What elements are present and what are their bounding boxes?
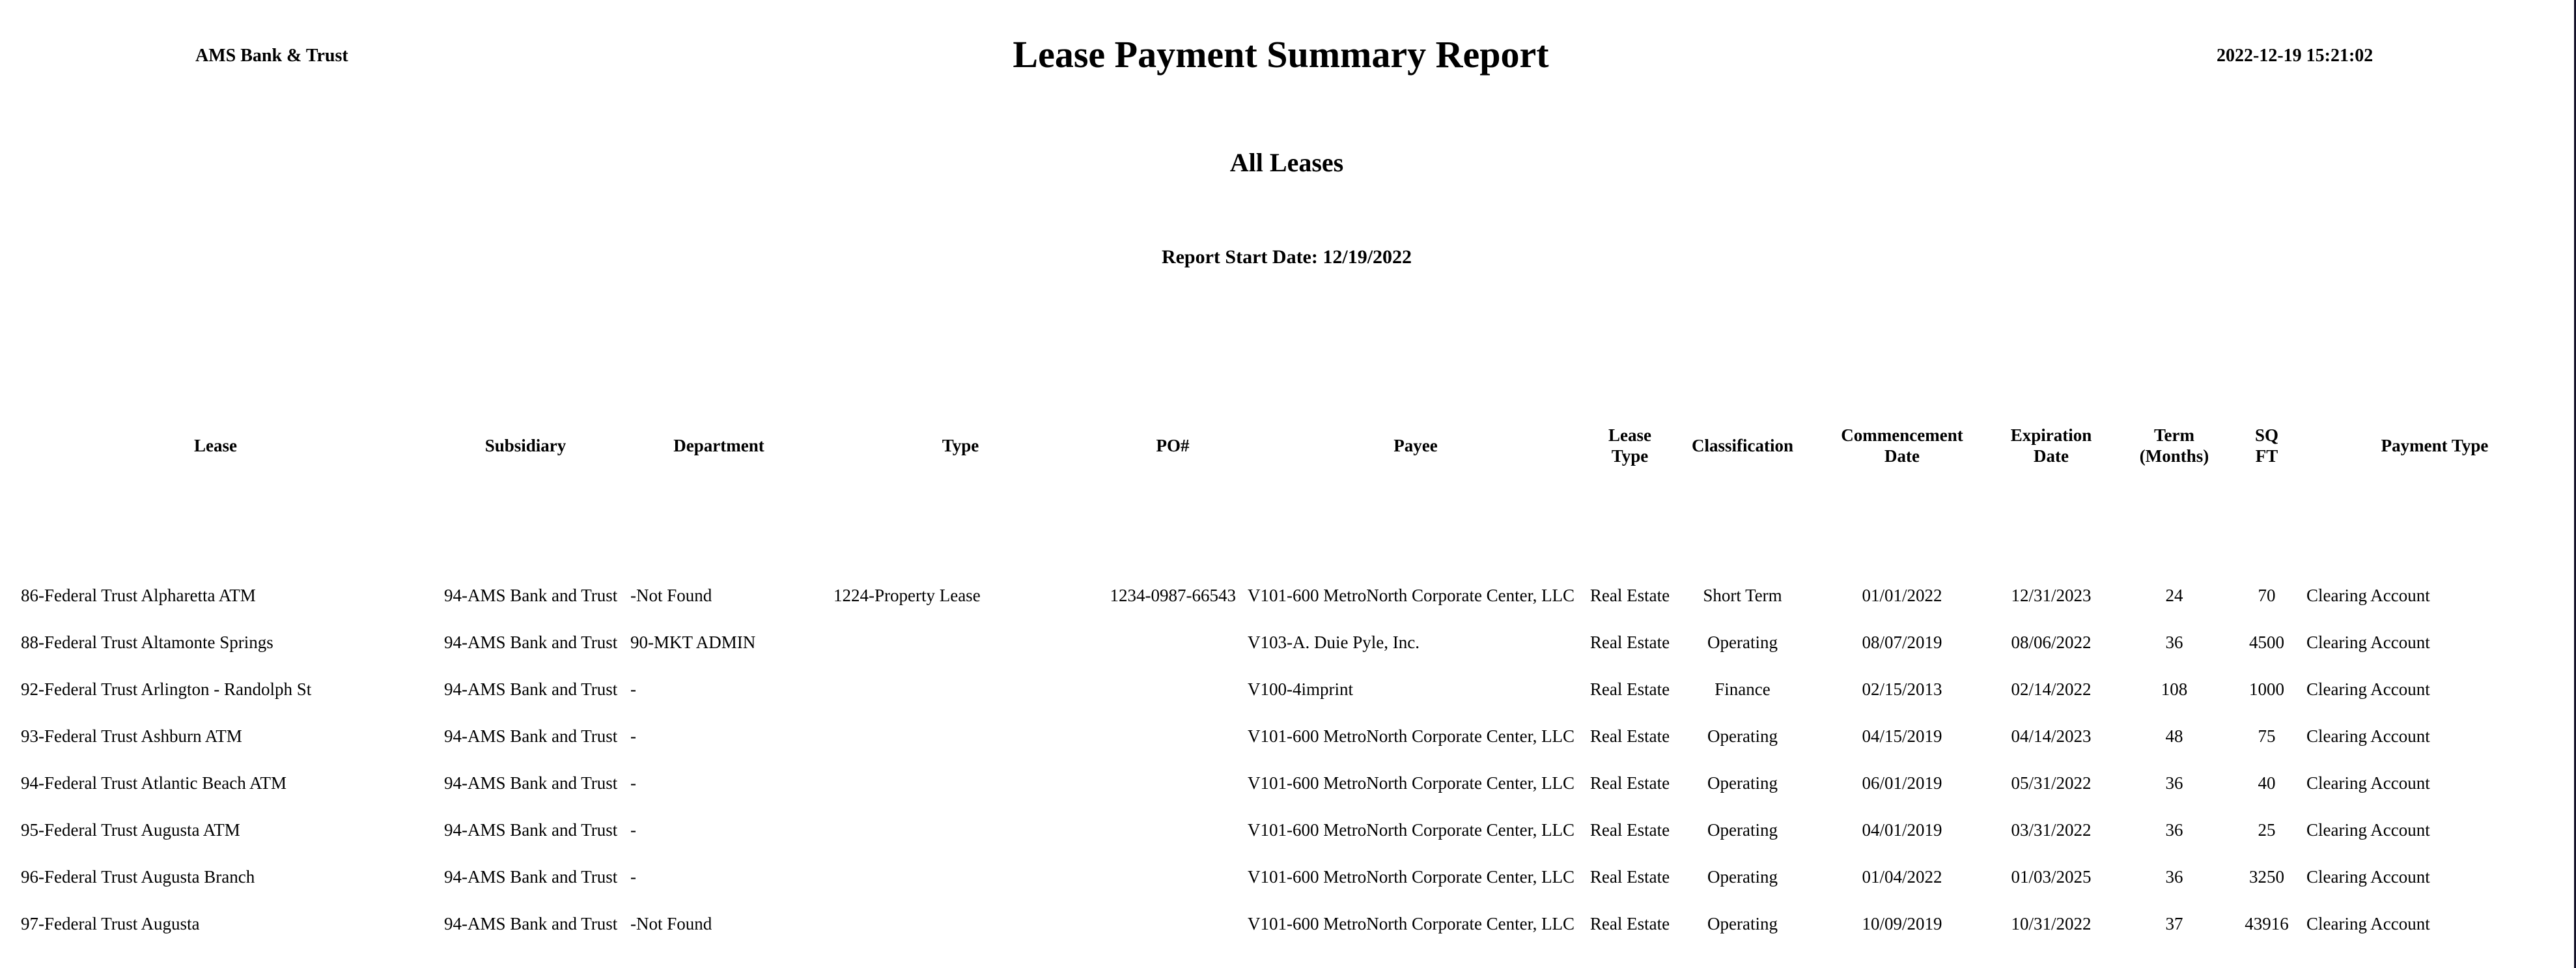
cell-lease-type: Real Estate [1589, 819, 1670, 840]
cell-lease-type: Real Estate [1589, 585, 1670, 605]
cell-term: 24 [2165, 585, 2183, 605]
table-row [0, 760, 2572, 806]
cell-sqft: 25 [2258, 819, 2276, 840]
cell-sqft: 70 [2258, 585, 2276, 605]
cell-subsidiary: 94-AMS Bank and Trust [444, 819, 618, 840]
cell-department: -Not Found [630, 585, 712, 605]
cell-sqft: 1000 [2249, 679, 2284, 699]
cell-expiration-date: 10/31/2022 [2011, 913, 2092, 933]
cell-department: - [630, 726, 636, 746]
table-row [0, 572, 2572, 619]
cell-commencement-date: 08/07/2019 [1862, 632, 1942, 652]
cell-lease: 93-Federal Trust Ashburn ATM [21, 726, 242, 746]
cell-expiration-date: 12/31/2023 [2011, 585, 2092, 605]
cell-department: - [630, 773, 636, 793]
cell-commencement-date: 04/15/2019 [1862, 726, 1942, 746]
cell-term: 36 [2165, 819, 2183, 840]
cell-commencement-date: 01/04/2022 [1862, 866, 1942, 887]
cell-lease-type: Real Estate [1589, 913, 1670, 933]
cell-lease: 92-Federal Trust Arlington - Randolph St [21, 679, 312, 699]
cell-term: 36 [2165, 866, 2183, 887]
cell-po [1103, 713, 1242, 760]
cell-lease-type: Real Estate [1589, 726, 1670, 746]
cell-term: 37 [2165, 913, 2183, 933]
cell-expiration-date: 01/03/2025 [2011, 866, 2092, 887]
cell-payment-type: Clearing Account [2306, 866, 2430, 887]
cell-po [1103, 806, 1242, 853]
cell-classification: Operating [1707, 773, 1778, 793]
cell-department: - [630, 819, 636, 840]
cell-expiration-date: 02/14/2022 [2011, 679, 2092, 699]
cell-classification: Short Term [1703, 585, 1782, 605]
cell-classification: Operating [1707, 726, 1778, 746]
cell-payment-type: Clearing Account [2306, 913, 2430, 933]
cell-classification: Operating [1707, 819, 1778, 840]
cell-payee: V101-600 MetroNorth Corporate Center, LLC [1248, 819, 1575, 840]
cell-lease: 94-Federal Trust Atlantic Beach ATM [21, 773, 287, 793]
table-header-row [0, 417, 2572, 474]
report-start-date: Report Start Date: 12/19/2022 [1161, 246, 1412, 268]
cell-subsidiary: 94-AMS Bank and Trust [444, 585, 618, 605]
column-header-type: Type [942, 436, 979, 455]
cell-po [1103, 760, 1242, 806]
cell-sqft: 75 [2258, 726, 2276, 746]
generated-timestamp: 2022-12-19 15:21:02 [2217, 46, 2373, 66]
cell-expiration-date: 08/06/2022 [2011, 632, 2092, 652]
cell-lease: 96-Federal Trust Augusta Branch [21, 866, 255, 887]
column-header-lease-type: Lease Type [1608, 425, 1651, 466]
cell-classification: Operating [1707, 866, 1778, 887]
cell-sqft: 43916 [2245, 913, 2289, 933]
cell-po [1103, 666, 1242, 713]
cell-lease: 88-Federal Trust Altamonte Springs [21, 632, 273, 652]
cell-expiration-date: 05/31/2022 [2011, 773, 2092, 793]
cell-type: 1224-Property Lease [833, 585, 981, 605]
cell-classification: Operating [1707, 913, 1778, 933]
cell-lease-type: Real Estate [1589, 866, 1670, 887]
cell-commencement-date: 04/01/2019 [1862, 819, 1942, 840]
cell-sqft: 40 [2258, 773, 2276, 793]
cell-payee: V101-600 MetroNorth Corporate Center, LLC [1248, 866, 1575, 887]
column-header-po: PO# [1156, 436, 1190, 455]
header-spacer [0, 474, 2572, 572]
cell-po [1103, 853, 1242, 900]
table-row [0, 806, 2572, 853]
cell-commencement-date: 10/09/2019 [1862, 913, 1942, 933]
cell-department: - [630, 679, 636, 699]
report-subtitle: All Leases [1229, 148, 1344, 177]
column-header-term: Term (Months) [2139, 425, 2209, 466]
cell-lease-type: Real Estate [1589, 773, 1670, 793]
cell-term: 36 [2165, 632, 2183, 652]
cell-po [1103, 619, 1242, 666]
column-header-expiration-date: Expiration Date [2010, 425, 2092, 466]
table-row [0, 619, 2572, 666]
lease-table [0, 417, 2572, 947]
cell-payee: V100-4imprint [1248, 679, 1353, 699]
cell-sqft: 4500 [2249, 632, 2284, 652]
cell-subsidiary: 94-AMS Bank and Trust [444, 679, 618, 699]
cell-payee: V101-600 MetroNorth Corporate Center, LLC [1248, 773, 1575, 793]
cell-payment-type: Clearing Account [2306, 819, 2430, 840]
cell-type [818, 806, 1103, 853]
cell-type [818, 900, 1103, 947]
cell-po: 1234-0987-66543 [1110, 585, 1236, 605]
cell-payee: V101-600 MetroNorth Corporate Center, LLC [1248, 726, 1575, 746]
cell-term: 48 [2165, 726, 2183, 746]
cell-subsidiary: 94-AMS Bank and Trust [444, 632, 618, 652]
cell-payee: V101-600 MetroNorth Corporate Center, LLC [1248, 913, 1575, 933]
cell-type [818, 713, 1103, 760]
cell-type [818, 619, 1103, 666]
cell-subsidiary: 94-AMS Bank and Trust [444, 913, 618, 933]
column-header-lease: Lease [194, 436, 237, 455]
cell-payee: V101-600 MetroNorth Corporate Center, LLC [1248, 585, 1575, 605]
cell-subsidiary: 94-AMS Bank and Trust [444, 726, 618, 746]
cell-classification: Operating [1707, 632, 1778, 652]
cell-po [1103, 900, 1242, 947]
cell-subsidiary: 94-AMS Bank and Trust [444, 773, 618, 793]
column-header-commencement-date: Commencement Date [1841, 425, 1963, 466]
cell-commencement-date: 06/01/2019 [1862, 773, 1942, 793]
table-row [0, 666, 2572, 713]
cell-type [818, 760, 1103, 806]
cell-department: 90-MKT ADMIN [630, 632, 756, 652]
report-title: Lease Payment Summary Report [1013, 33, 1549, 76]
cell-payment-type: Clearing Account [2306, 679, 2430, 699]
column-header-subsidiary: Subsidiary [484, 436, 567, 455]
cell-lease: 97-Federal Trust Augusta [21, 913, 200, 933]
cell-classification: Finance [1715, 679, 1771, 699]
cell-lease: 95-Federal Trust Augusta ATM [21, 819, 240, 840]
cell-payee: V103-A. Duie Pyle, Inc. [1248, 632, 1420, 652]
cell-sqft: 3250 [2249, 866, 2284, 887]
cell-department: -Not Found [630, 913, 712, 933]
column-header-payment-type: Payment Type [2381, 436, 2489, 455]
column-header-department: Department [673, 436, 764, 455]
cell-payment-type: Clearing Account [2306, 585, 2430, 605]
table-row [0, 713, 2572, 760]
column-header-sqft: SQ FT [2254, 425, 2279, 466]
cell-payment-type: Clearing Account [2306, 773, 2430, 793]
cell-commencement-date: 02/15/2013 [1862, 679, 1942, 699]
cell-commencement-date: 01/01/2022 [1862, 585, 1942, 605]
cell-lease: 86-Federal Trust Alpharetta ATM [21, 585, 256, 605]
column-header-payee: Payee [1393, 436, 1438, 455]
cell-department: - [630, 866, 636, 887]
cell-expiration-date: 03/31/2022 [2011, 819, 2092, 840]
cell-term: 36 [2165, 773, 2183, 793]
column-header-classification: Classification [1691, 436, 1793, 455]
cell-subsidiary: 94-AMS Bank and Trust [444, 866, 618, 887]
cell-term: 108 [2161, 679, 2188, 699]
table-row [0, 853, 2572, 900]
cell-lease-type: Real Estate [1589, 632, 1670, 652]
company-name: AMS Bank & Trust [195, 46, 348, 66]
cell-expiration-date: 04/14/2023 [2011, 726, 2092, 746]
cell-lease-type: Real Estate [1589, 679, 1670, 699]
table-row [0, 900, 2572, 947]
cell-type [818, 853, 1103, 900]
cell-type [818, 666, 1103, 713]
cell-payment-type: Clearing Account [2306, 726, 2430, 746]
cell-payment-type: Clearing Account [2306, 632, 2430, 652]
